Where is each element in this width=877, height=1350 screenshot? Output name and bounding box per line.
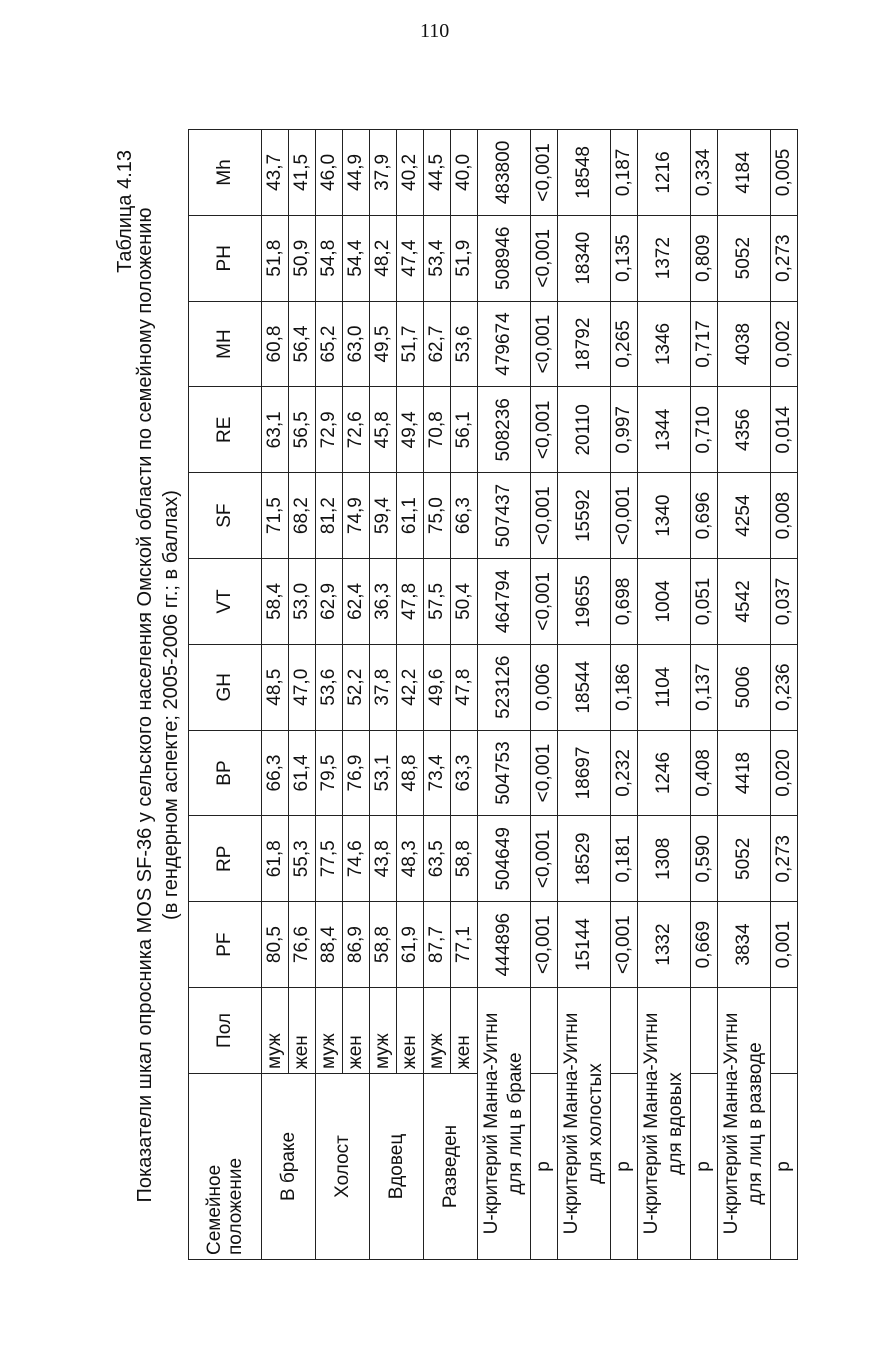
sf36-scores-table [188,129,798,1260]
sex-cell: жен [343,988,370,1074]
u-test-label-line-2: для лиц в разводе [745,1042,766,1205]
sex-cell: жен [451,988,478,1074]
value-cell: 0,187 [611,130,638,216]
u-test-label-line-2: для лиц в браке [505,1052,526,1195]
value-cell: 5052 [718,215,771,301]
value-cell: 53,4 [424,215,451,301]
table-caption-line-1: Показатели шкал опросника MOS SF-36 у сельского населения Омской области по семейному положению [134,207,156,1203]
value-cell: 63,3 [451,730,478,816]
u-test-label-line-2: для вдовых [665,1072,686,1175]
header-re: RE [189,387,262,473]
value-cell: 74,6 [343,816,370,902]
value-cell: 48,2 [370,215,397,301]
value-cell: 504753 [478,730,531,816]
value-cell: 54,4 [343,215,370,301]
value-cell: 0,997 [611,387,638,473]
value-cell: 77,1 [451,902,478,988]
value-cell: 0,002 [771,301,798,387]
empty-cell [611,988,638,1074]
value-cell: 62,4 [343,559,370,645]
value-cell: 1246 [638,730,691,816]
value-cell: 18544 [558,644,611,730]
value-cell: 47,4 [397,215,424,301]
p-value-row [531,130,558,1260]
value-cell: 70,8 [424,387,451,473]
value-cell: 4254 [718,473,771,559]
header-family-status: Семейное положение [189,1074,262,1260]
value-cell: 56,1 [451,387,478,473]
p-label: p [771,1074,798,1260]
value-cell: 1346 [638,301,691,387]
value-cell: 40,0 [451,130,478,216]
value-cell: 0,005 [771,130,798,216]
value-cell: 63,0 [343,301,370,387]
value-cell: 61,1 [397,473,424,559]
value-cell: 1104 [638,644,691,730]
value-cell: 58,8 [451,816,478,902]
value-cell: 1332 [638,902,691,988]
value-cell: 0,020 [771,730,798,816]
group-label: Холост [316,1074,370,1260]
value-cell: 53,6 [451,301,478,387]
value-cell: 0,006 [531,644,558,730]
value-cell: 4038 [718,301,771,387]
value-cell: 65,2 [316,301,343,387]
value-cell: 4542 [718,559,771,645]
table-row [370,130,397,1260]
value-cell: 1372 [638,215,691,301]
value-cell: 68,2 [289,473,316,559]
value-cell: 15144 [558,902,611,988]
u-test-row [478,130,531,1260]
value-cell: 4356 [718,387,771,473]
value-cell: 0,236 [771,644,798,730]
value-cell: 37,8 [370,644,397,730]
value-cell: 0,334 [691,130,718,216]
header-bp: BP [189,730,262,816]
value-cell: 0,181 [611,816,638,902]
u-test-label [718,988,771,1260]
value-cell: 50,9 [289,215,316,301]
value-cell: 49,6 [424,644,451,730]
value-cell: <0,001 [611,473,638,559]
value-cell: 79,5 [316,730,343,816]
value-cell: 57,5 [424,559,451,645]
u-test-row [638,130,691,1260]
header-mh: MH [189,301,262,387]
u-test-label-line-1: U-критерий Манна-Уитни [721,1012,742,1235]
value-cell: 483800 [478,130,531,216]
value-cell: 76,6 [289,902,316,988]
value-cell: <0,001 [531,559,558,645]
value-cell: 74,9 [343,473,370,559]
value-cell: 3834 [718,902,771,988]
value-cell: 87,7 [424,902,451,988]
value-cell: 18529 [558,816,611,902]
value-cell: 71,5 [262,473,289,559]
value-cell: 37,9 [370,130,397,216]
u-test-label-line-1: U-критерий Манна-Уитни [561,1012,582,1235]
value-cell: 18792 [558,301,611,387]
p-label: p [611,1074,638,1260]
p-label: p [531,1074,558,1260]
value-cell: 0,137 [691,644,718,730]
value-cell: 58,4 [262,559,289,645]
value-cell: <0,001 [531,473,558,559]
value-cell: 48,3 [397,816,424,902]
u-test-label [558,988,611,1260]
value-cell: 43,7 [262,130,289,216]
sex-cell: муж [370,988,397,1074]
value-cell: 66,3 [451,473,478,559]
value-cell: 48,5 [262,644,289,730]
value-cell: 46,0 [316,130,343,216]
value-cell: 0,051 [691,559,718,645]
empty-cell [531,988,558,1074]
sex-cell: муж [424,988,451,1074]
value-cell: 464794 [478,559,531,645]
value-cell: 0,273 [771,816,798,902]
u-test-row [718,130,771,1260]
value-cell: 1340 [638,473,691,559]
value-cell: 63,1 [262,387,289,473]
value-cell: 0,590 [691,816,718,902]
value-cell: 15592 [558,473,611,559]
u-test-label-line-1: U-критерий Манна-Уитни [641,1012,662,1235]
value-cell: 43,8 [370,816,397,902]
value-cell: 72,6 [343,387,370,473]
sex-cell: жен [397,988,424,1074]
value-cell: 1308 [638,816,691,902]
value-cell: 19655 [558,559,611,645]
value-cell: 20110 [558,387,611,473]
value-cell: <0,001 [611,902,638,988]
value-cell: 479674 [478,301,531,387]
value-cell: 444896 [478,902,531,988]
empty-cell [691,988,718,1074]
value-cell: 59,4 [370,473,397,559]
value-cell: 49,4 [397,387,424,473]
value-cell: 0,037 [771,559,798,645]
value-cell: 73,4 [424,730,451,816]
value-cell: 0,014 [771,387,798,473]
value-cell: 0,710 [691,387,718,473]
value-cell: 53,1 [370,730,397,816]
value-cell: 61,8 [262,816,289,902]
value-cell: 523126 [478,644,531,730]
value-cell: <0,001 [531,730,558,816]
value-cell: 47,8 [397,559,424,645]
value-cell: 1344 [638,387,691,473]
sex-cell: жен [289,988,316,1074]
header-gh: GH [189,644,262,730]
u-test-label [638,988,691,1260]
table-row [262,130,289,1260]
value-cell: 507437 [478,473,531,559]
value-cell: 0,008 [771,473,798,559]
header-vt: VT [189,559,262,645]
sex-cell: муж [262,988,289,1074]
value-cell: 54,8 [316,215,343,301]
value-cell: <0,001 [531,816,558,902]
value-cell: 40,2 [397,130,424,216]
value-cell: 41,5 [289,130,316,216]
value-cell: 0,265 [611,301,638,387]
p-value-row [691,130,718,1260]
header-ph: PH [189,215,262,301]
value-cell: 36,3 [370,559,397,645]
value-cell: 61,4 [289,730,316,816]
value-cell: 18697 [558,730,611,816]
value-cell: 80,5 [262,902,289,988]
value-cell: 75,0 [424,473,451,559]
value-cell: 76,9 [343,730,370,816]
p-value-row [771,130,798,1260]
value-cell: 88,4 [316,902,343,988]
value-cell: 61,9 [397,902,424,988]
table-label: Таблица 4.13 [114,150,136,273]
table-row [424,130,451,1260]
value-cell: 508946 [478,215,531,301]
page-number: 110 [420,20,450,42]
value-cell: 508236 [478,387,531,473]
value-cell: 0,232 [611,730,638,816]
value-cell: 81,2 [316,473,343,559]
value-cell: 45,8 [370,387,397,473]
value-cell: 5006 [718,644,771,730]
value-cell: 48,8 [397,730,424,816]
value-cell: 0,669 [691,902,718,988]
header-pf: PF [189,902,262,988]
value-cell: 4418 [718,730,771,816]
value-cell: 77,5 [316,816,343,902]
group-label: В браке [262,1074,316,1260]
value-cell: 55,3 [289,816,316,902]
value-cell: 47,0 [289,644,316,730]
value-cell: 86,9 [343,902,370,988]
value-cell: 0,001 [771,902,798,988]
value-cell: 0,273 [771,215,798,301]
value-cell: 52,2 [343,644,370,730]
value-cell: 42,2 [397,644,424,730]
value-cell: 1216 [638,130,691,216]
value-cell: 18548 [558,130,611,216]
value-cell: 56,4 [289,301,316,387]
value-cell: 5052 [718,816,771,902]
value-cell: <0,001 [531,130,558,216]
group-label: Разведен [424,1074,478,1260]
value-cell: 58,8 [370,902,397,988]
value-cell: 18340 [558,215,611,301]
value-cell: 53,0 [289,559,316,645]
value-cell: 72,9 [316,387,343,473]
value-cell: 53,6 [316,644,343,730]
value-cell: 63,5 [424,816,451,902]
u-test-label-line-1: U-критерий Манна-Уитни [481,1012,502,1235]
header-sex: Пол [189,988,262,1074]
value-cell: 51,7 [397,301,424,387]
value-cell: 44,9 [343,130,370,216]
value-cell: 0,698 [611,559,638,645]
value-cell: 49,5 [370,301,397,387]
p-value-row [611,130,638,1260]
header-rp: RP [189,816,262,902]
value-cell: <0,001 [531,387,558,473]
table-row [316,130,343,1260]
rotated-table-page [114,120,840,1290]
value-cell: 66,3 [262,730,289,816]
value-cell: 0,135 [611,215,638,301]
sex-cell: муж [316,988,343,1074]
header-mh-summary: Mh [189,130,262,216]
value-cell: 50,4 [451,559,478,645]
value-cell: 51,9 [451,215,478,301]
group-label: Вдовец [370,1074,424,1260]
value-cell: <0,001 [531,301,558,387]
value-cell: 504649 [478,816,531,902]
value-cell: 62,9 [316,559,343,645]
u-test-row [558,130,611,1260]
value-cell: 0,408 [691,730,718,816]
value-cell: 1004 [638,559,691,645]
header-row [189,130,262,1260]
value-cell: 44,5 [424,130,451,216]
value-cell: 56,5 [289,387,316,473]
header-sf: SF [189,473,262,559]
value-cell: 47,8 [451,644,478,730]
table-caption-line-2: (в гендерном аспекте; 2005-2006 гг.; в баллах) [160,490,182,920]
value-cell: 0,186 [611,644,638,730]
u-test-label-line-2: для холостых [585,1063,606,1184]
empty-cell [771,988,798,1074]
p-label: p [691,1074,718,1260]
value-cell: 60,8 [262,301,289,387]
value-cell: 0,717 [691,301,718,387]
value-cell: <0,001 [531,215,558,301]
value-cell: 62,7 [424,301,451,387]
value-cell: 51,8 [262,215,289,301]
value-cell: <0,001 [531,902,558,988]
value-cell: 4184 [718,130,771,216]
u-test-label [478,988,531,1260]
value-cell: 0,809 [691,215,718,301]
value-cell: 0,696 [691,473,718,559]
